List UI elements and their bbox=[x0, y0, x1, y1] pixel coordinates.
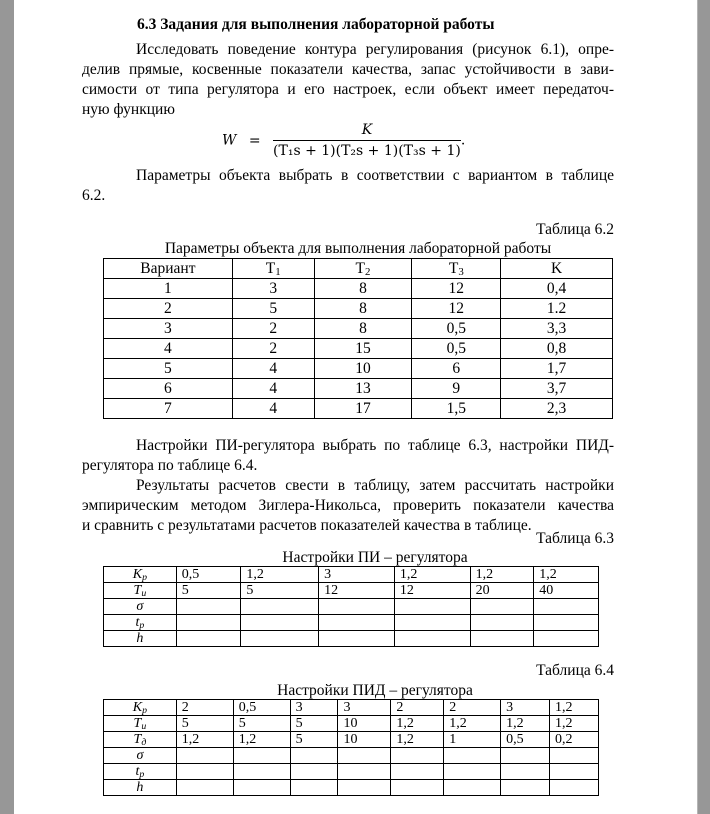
row-label: $T_д$ bbox=[104, 732, 177, 748]
transfer-function-formula bbox=[222, 122, 465, 159]
cell: 8 bbox=[314, 279, 412, 299]
cell: 2 bbox=[176, 700, 233, 716]
cell bbox=[176, 631, 241, 647]
cell: 2 bbox=[232, 319, 314, 339]
params-paragraph bbox=[82, 166, 614, 206]
cell bbox=[550, 780, 599, 796]
formula-numerator: K bbox=[273, 122, 461, 141]
table-6-2 bbox=[103, 258, 613, 419]
cell: 2 bbox=[391, 700, 444, 716]
cell: 1,2 bbox=[550, 700, 599, 716]
cell: 40 bbox=[534, 583, 599, 599]
text-line: и сравнить с результатами расчетов показателей качества в таблице. bbox=[82, 517, 532, 534]
cell: 1,2 bbox=[394, 567, 470, 583]
cell: 9 bbox=[412, 379, 501, 399]
cell bbox=[176, 780, 233, 796]
table-row bbox=[104, 780, 599, 796]
cell: 0,8 bbox=[501, 339, 613, 359]
cell: 10 bbox=[314, 359, 412, 379]
cell: 12 bbox=[412, 299, 501, 319]
row-label: $K_p$ bbox=[104, 700, 177, 716]
cell: 0,5 bbox=[176, 567, 241, 583]
cell: 1 bbox=[104, 279, 233, 299]
cell bbox=[233, 748, 290, 764]
cell bbox=[501, 748, 550, 764]
cell: 1,2 bbox=[391, 732, 444, 748]
cell: 6 bbox=[412, 359, 501, 379]
table-row bbox=[104, 567, 599, 583]
cell bbox=[176, 599, 241, 615]
text-line: ную функцию bbox=[82, 101, 175, 118]
cell bbox=[444, 780, 501, 796]
table-6-3-caption: Настройки ПИ – регулятора bbox=[282, 549, 468, 566]
cell: 1,2 bbox=[501, 716, 550, 732]
cell bbox=[176, 615, 241, 631]
cell bbox=[501, 764, 550, 780]
cell bbox=[338, 748, 391, 764]
cell: 17 bbox=[314, 399, 412, 419]
cell bbox=[394, 599, 470, 615]
table-row bbox=[104, 319, 613, 339]
cell: 0,5 bbox=[501, 732, 550, 748]
cell: 1,5 bbox=[412, 399, 501, 419]
cell: 6 bbox=[104, 379, 233, 399]
table-6-3-label: Таблица 6.3 bbox=[536, 530, 614, 547]
row-label: σ bbox=[104, 599, 177, 615]
cell bbox=[290, 764, 338, 780]
cell bbox=[290, 780, 338, 796]
table-row bbox=[104, 732, 599, 748]
text-line: регулятора по таблице 6.4. bbox=[82, 457, 258, 474]
cell: 4 bbox=[104, 339, 233, 359]
cell bbox=[241, 615, 319, 631]
cell: 1,2 bbox=[444, 716, 501, 732]
settings-paragraph bbox=[82, 436, 614, 476]
cell: 3,7 bbox=[501, 379, 613, 399]
formula-end: . bbox=[460, 132, 466, 149]
cell bbox=[176, 748, 233, 764]
cell: 1,2 bbox=[550, 716, 599, 732]
cell: 3,3 bbox=[501, 319, 613, 339]
cell bbox=[501, 780, 550, 796]
cell bbox=[176, 764, 233, 780]
cell bbox=[470, 631, 534, 647]
table-6-2-label: Таблица 6.2 bbox=[536, 221, 614, 238]
row-label: $T_и$ bbox=[104, 716, 177, 732]
table-row bbox=[104, 716, 599, 732]
table-row bbox=[104, 379, 613, 399]
text-line: 6.2. bbox=[82, 187, 106, 204]
cell: 1,2 bbox=[534, 567, 599, 583]
section-heading: 6.3 Задания для выполнения лабораторной работы bbox=[137, 16, 495, 33]
cell bbox=[550, 764, 599, 780]
cell: 2 bbox=[232, 339, 314, 359]
cell: 0,2 bbox=[550, 732, 599, 748]
table-row bbox=[104, 399, 613, 419]
text-line: Параметры объекта выбрать в соответствии с вариантом в таблице bbox=[136, 167, 614, 184]
table-row bbox=[104, 631, 599, 647]
cell bbox=[391, 764, 444, 780]
cell: 10 bbox=[338, 716, 391, 732]
cell: 3 bbox=[232, 279, 314, 299]
cell: 1,2 bbox=[176, 732, 233, 748]
cell bbox=[394, 615, 470, 631]
cell bbox=[534, 615, 599, 631]
cell: 13 bbox=[314, 379, 412, 399]
cell: 1 bbox=[444, 732, 501, 748]
table-row bbox=[104, 700, 599, 716]
formula-fraction bbox=[273, 122, 461, 159]
table-6-3 bbox=[103, 566, 599, 647]
cell: 1,7 bbox=[501, 359, 613, 379]
row-label: σ bbox=[104, 748, 177, 764]
cell: 1.2 bbox=[501, 299, 613, 319]
cell: 5 bbox=[233, 716, 290, 732]
cell: 15 bbox=[314, 339, 412, 359]
row-label: $T_и$ bbox=[104, 583, 177, 599]
cell bbox=[319, 615, 395, 631]
table-row bbox=[104, 279, 613, 299]
cell bbox=[241, 631, 319, 647]
cell: 10 bbox=[338, 732, 391, 748]
cell: 20 bbox=[470, 583, 534, 599]
table-row bbox=[104, 748, 599, 764]
cell: 3 bbox=[319, 567, 395, 583]
cell: 1,2 bbox=[470, 567, 534, 583]
cell bbox=[338, 764, 391, 780]
text-line: Исследовать поведение контура регулирования (рисунок 6.1), опре- bbox=[136, 41, 614, 58]
cell bbox=[391, 780, 444, 796]
cell bbox=[534, 599, 599, 615]
cell: 2 bbox=[104, 299, 233, 319]
cell bbox=[470, 615, 534, 631]
cell: 0,5 bbox=[233, 700, 290, 716]
table-row bbox=[104, 359, 613, 379]
results-paragraph bbox=[82, 476, 614, 536]
cell bbox=[233, 764, 290, 780]
formula-lhs: W bbox=[222, 132, 237, 149]
text-line: симости от типа регулятора и его настроек, если объект имеет передаточ- bbox=[82, 81, 614, 98]
cell: 5 bbox=[290, 716, 338, 732]
cell: 5 bbox=[232, 299, 314, 319]
table-header-row bbox=[104, 259, 613, 279]
formula-denominator: (T₁s + 1)(T₂s + 1)(T₃s + 1) bbox=[273, 143, 461, 159]
table-row bbox=[104, 599, 599, 615]
cell bbox=[550, 748, 599, 764]
cell: 1,2 bbox=[233, 732, 290, 748]
table-row bbox=[104, 299, 613, 319]
row-label: h bbox=[104, 780, 177, 796]
cell: 1,2 bbox=[391, 716, 444, 732]
cell: 12 bbox=[412, 279, 501, 299]
cell: 2,3 bbox=[501, 399, 613, 419]
cell: 5 bbox=[176, 716, 233, 732]
header-cell: Вариант bbox=[104, 259, 233, 279]
cell: 12 bbox=[319, 583, 395, 599]
cell: 2 bbox=[444, 700, 501, 716]
formula-eq: = bbox=[248, 132, 261, 149]
cell: 0,5 bbox=[412, 319, 501, 339]
cell: 4 bbox=[232, 359, 314, 379]
cell bbox=[394, 631, 470, 647]
table-6-4-caption: Настройки ПИД – регулятора bbox=[277, 682, 473, 699]
cell bbox=[241, 599, 319, 615]
cell: 5 bbox=[241, 583, 319, 599]
header-cell: K bbox=[501, 259, 613, 279]
table-row bbox=[104, 764, 599, 780]
cell: 3 bbox=[338, 700, 391, 716]
cell bbox=[534, 631, 599, 647]
row-label: $t_p$ bbox=[104, 615, 177, 631]
row-label: h bbox=[104, 631, 177, 647]
cell: 8 bbox=[314, 319, 412, 339]
row-label: $K_p$ bbox=[104, 567, 177, 583]
cell: 3 bbox=[501, 700, 550, 716]
cell bbox=[391, 748, 444, 764]
cell: 8 bbox=[314, 299, 412, 319]
text-line: Результаты расчетов свести в таблицу, затем рассчитать настройки bbox=[136, 477, 614, 494]
table-row bbox=[104, 339, 613, 359]
cell bbox=[338, 780, 391, 796]
header-cell: $T_3$ bbox=[412, 259, 501, 279]
cell bbox=[319, 599, 395, 615]
cell bbox=[444, 764, 501, 780]
intro-paragraph bbox=[82, 40, 614, 120]
table-6-4 bbox=[103, 699, 599, 796]
cell: 12 bbox=[394, 583, 470, 599]
text-line: Настройки ПИ-регулятора выбрать по таблице 6.3, настройки ПИД- bbox=[136, 437, 614, 454]
table-6-2-caption: Параметры объекта для выполнения лабораторной работы bbox=[164, 240, 552, 257]
table-row bbox=[104, 583, 599, 599]
table-row bbox=[104, 615, 599, 631]
cell: 3 bbox=[290, 700, 338, 716]
cell: 1,2 bbox=[241, 567, 319, 583]
cell bbox=[319, 631, 395, 647]
cell: 7 bbox=[104, 399, 233, 419]
cell: 0,4 bbox=[501, 279, 613, 299]
header-cell: $T_2$ bbox=[314, 259, 412, 279]
cell: 4 bbox=[232, 399, 314, 419]
cell: 4 bbox=[232, 379, 314, 399]
text-line: делив прямые, косвенные показатели качества, запас устойчивости в зави- bbox=[82, 61, 614, 78]
table-6-4-label: Таблица 6.4 bbox=[536, 662, 614, 679]
cell bbox=[444, 748, 501, 764]
cell bbox=[233, 780, 290, 796]
text-line: эмпирическим методом Зиглера-Никольса, проверить показатели качества bbox=[82, 497, 614, 514]
cell bbox=[290, 748, 338, 764]
header-cell: $T_1$ bbox=[232, 259, 314, 279]
cell: 5 bbox=[176, 583, 241, 599]
cell bbox=[470, 599, 534, 615]
row-label: $t_p$ bbox=[104, 764, 177, 780]
cell: 5 bbox=[104, 359, 233, 379]
cell: 0,5 bbox=[412, 339, 501, 359]
cell: 5 bbox=[290, 732, 338, 748]
cell: 3 bbox=[104, 319, 233, 339]
